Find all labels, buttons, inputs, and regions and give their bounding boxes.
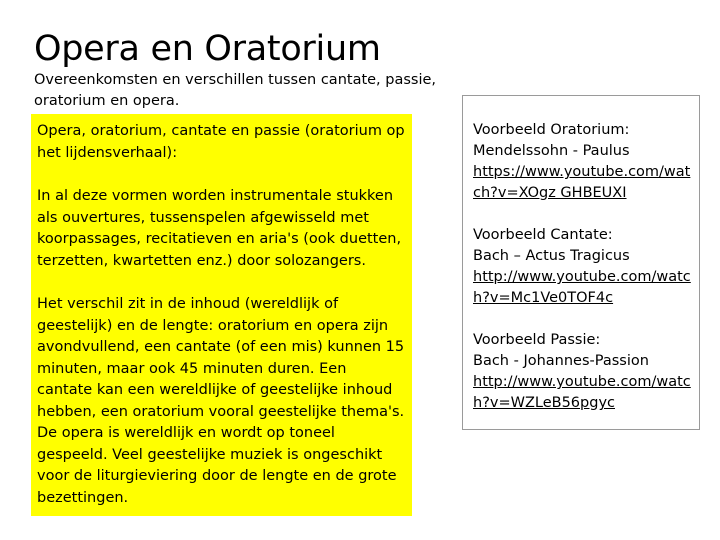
paragraph-intro: Opera, oratorium, cantate en passie (oratorium op het lijdensverhaal): — [37, 123, 405, 161]
example-cantate — [473, 225, 691, 309]
example-work: Bach - Johannes-Passion — [473, 353, 649, 369]
example-work: Mendelssohn - Paulus — [473, 143, 630, 159]
youtube-link-passie[interactable]: http://www.youtube.com/watch?v=WZLeB56pgyc — [473, 374, 691, 411]
yellow-text-box — [31, 114, 412, 516]
paragraph-differences: Het verschil zit in de inhoud (wereldlijk of geestelijk) en de lengte: oratorium en opera zijn avondvullend, een cantate (of een mis) kunnen 15 minuten, maar ook 45 minuten duren. Een cantate kan een wereldlijke of geestelijke inhoud hebben, een oratorium vooral geestelijke thema's. De opera is wereldlijk en wordt op toneel gespeeld. Veel geestelijke muziek is ongeschikt voor de liturgieviering door de lengte en de grote bezettingen. — [37, 296, 405, 506]
example-heading: Voorbeeld Passie: — [473, 332, 601, 348]
example-oratorium — [473, 120, 691, 204]
examples-box — [462, 95, 700, 430]
paragraph-forms: In al deze vormen worden instrumentale stukken als ouvertures, tussenspelen afgewisseld met koorpassages, recitatieven en aria's (ook duetten, terzetten, kwartetten enz.) door solozangers. — [37, 188, 402, 269]
youtube-link-oratorium[interactable]: https://www.youtube.com/watch?v=XOgz GHBEUXI — [473, 164, 691, 201]
example-work: Bach – Actus Tragicus — [473, 248, 630, 264]
example-heading: Voorbeeld Oratorium: — [473, 122, 630, 138]
slide-title: Opera en Oratorium — [34, 29, 381, 69]
youtube-link-cantate[interactable]: http://www.youtube.com/watch?v=Mc1Ve0TOF4c — [473, 269, 691, 306]
example-passie — [473, 330, 691, 414]
slide-subtitle: Overeenkomsten en verschillen tussen cantate, passie, oratorium en opera. — [34, 72, 437, 109]
example-heading: Voorbeeld Cantate: — [473, 227, 613, 243]
